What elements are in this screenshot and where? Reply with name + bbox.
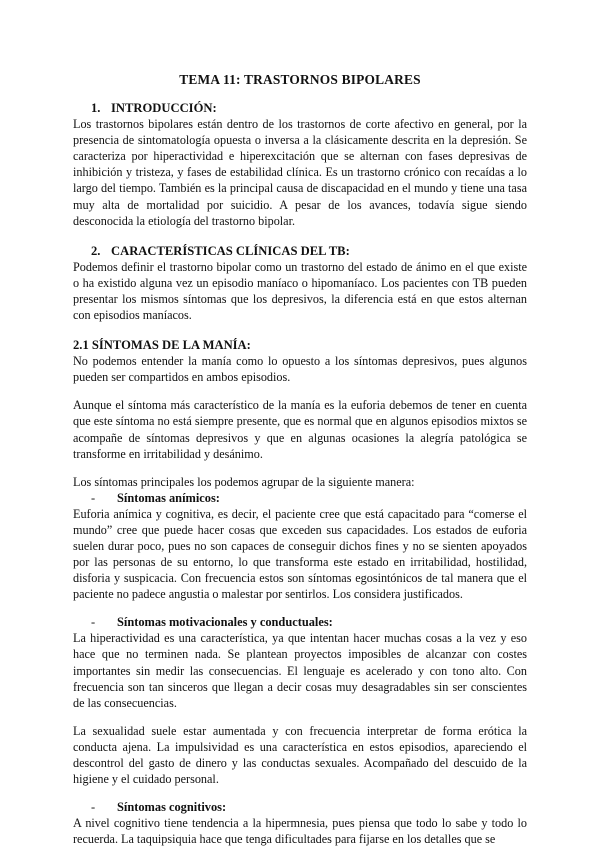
- motivacionales-paragraph-2: La sexualidad suele estar aumentada y con frecuencia interpretar de forma erótica la conducta ajena. La impulsividad es una característica en estos episodios, apareciendo el descontrol del gasto de dinero y las conductas sexuales. Acompañado del descuido de la higiene y el cuidado personal.: [73, 723, 527, 787]
- document-title: TEMA 11: TRASTORNOS BIPOLARES: [179, 72, 421, 87]
- section-heading-text: INTRODUCCIÓN:: [111, 101, 217, 116]
- section-number: 1.: [91, 101, 101, 116]
- bullet-heading-text: Síntomas cognitivos:: [117, 800, 227, 815]
- mania-paragraph-3: Los síntomas principales los podemos agrupar de la siguiente manera:: [73, 474, 415, 489]
- document-body: [73, 72, 527, 847]
- mania-paragraph-1: No podemos entender la manía como lo opuesto a los síntomas depresivos, pues algunos pueden ser compartidos en ambos episodios.: [73, 354, 527, 385]
- section-number: 2.: [91, 243, 101, 258]
- bullet-heading-animicos: [73, 490, 527, 506]
- cognitivos-paragraph: A nivel cognitivo tiene tendencia a la hipermnesia, pues piensa que todo lo sabe y todo lo recuerda. La taquipsiquia hace que tenga dificultades para fijarse en los detalles que se: [73, 816, 527, 847]
- bullet-heading-text: Síntomas motivacionales y conductuales:: [117, 615, 333, 630]
- section-heading-text: CARACTERÍSTICAS CLÍNICAS DEL TB:: [111, 243, 350, 258]
- intro-paragraph: Los trastornos bipolares están dentro de los trastornos de corte afectivo en general, por la presencia de sintomatología opuesta o inversa a la clásicamente descrita en la depresión. Se caracteriza por hiperactividad e hiperexcitación que se alternan con fases depresivas de inhibición y tristeza, y fases de estabilidad clínica. Es un trastorno crónico con recaídas a lo largo del tiempo. También es la principal causa de discapacidad en el mundo y tiene una tasa muy alta de mortalidad por suicidio. A pesar de los avances, todavía sigue siendo desconocida la etiología del trastorno bipolar.: [73, 117, 527, 228]
- clinical-paragraph: Podemos definir el trastorno bipolar como un trastorno del estado de ánimo en el que existe o ha existido alguna vez un episodio maníaco o hipomaníaco. Los pacientes con TB pueden presentar los mismos síntomas que los depresivos, la diferencia está en que estos alternan con episodios maníacos.: [73, 259, 527, 323]
- bullet-heading-text: Síntomas anímicos:: [117, 490, 220, 505]
- motivacionales-paragraph-1: La hiperactividad es una característica, ya que intentan hacer muchas cosas a la vez y eso hace que no terminen nada. Se plantean proyectos imposibles de alcanzar con costes importantes sin medir las consecuencias. El lenguaje es acelerado y con tono alto. Con frecuencia son tan sinceros que llegan a decir cosas muy desagradables sin ser conscientes de las consecuencias.: [73, 631, 527, 710]
- dash-marker: -: [91, 490, 96, 505]
- animicos-paragraph: Euforia anímica y cognitiva, es decir, el paciente cree que está capacitado para “comerse el mundo” cree que puede hacer cosas que exceden sus capacidades. Los estados de euforia suelen durar poco, pues no son capaces de conseguir dichos fines y no se sienten apoyados por las personas de su entorno, lo que transforma este estado en irritabilidad, hostilidad, disforia y suspicacia. Con frecuencia estos son síntomas egosintónicos de tal manera que el paciente no padece angustia o malestar por sentirlos. Los considera justificados.: [73, 506, 527, 602]
- subsection-heading-mania: 2.1 SÍNTOMAS DE LA MANÍA:: [73, 338, 251, 353]
- dash-marker: -: [91, 800, 96, 815]
- bullet-heading-motivacionales: [73, 614, 527, 630]
- section-heading-intro: [73, 100, 527, 116]
- mania-paragraph-2: Aunque el síntoma más característico de la manía es la euforia debemos de tener en cuenta que este síntoma no está siempre presente, que es normal que en algunos episodios mixtos se acompañe de síntomas depresivos y que en algunas ocasiones la alegría patológica se transforme en irritabilidad y desánimo.: [73, 398, 527, 461]
- bullet-heading-cognitivos: [73, 799, 527, 815]
- section-heading-clinical: [73, 243, 527, 259]
- dash-marker: -: [91, 615, 96, 630]
